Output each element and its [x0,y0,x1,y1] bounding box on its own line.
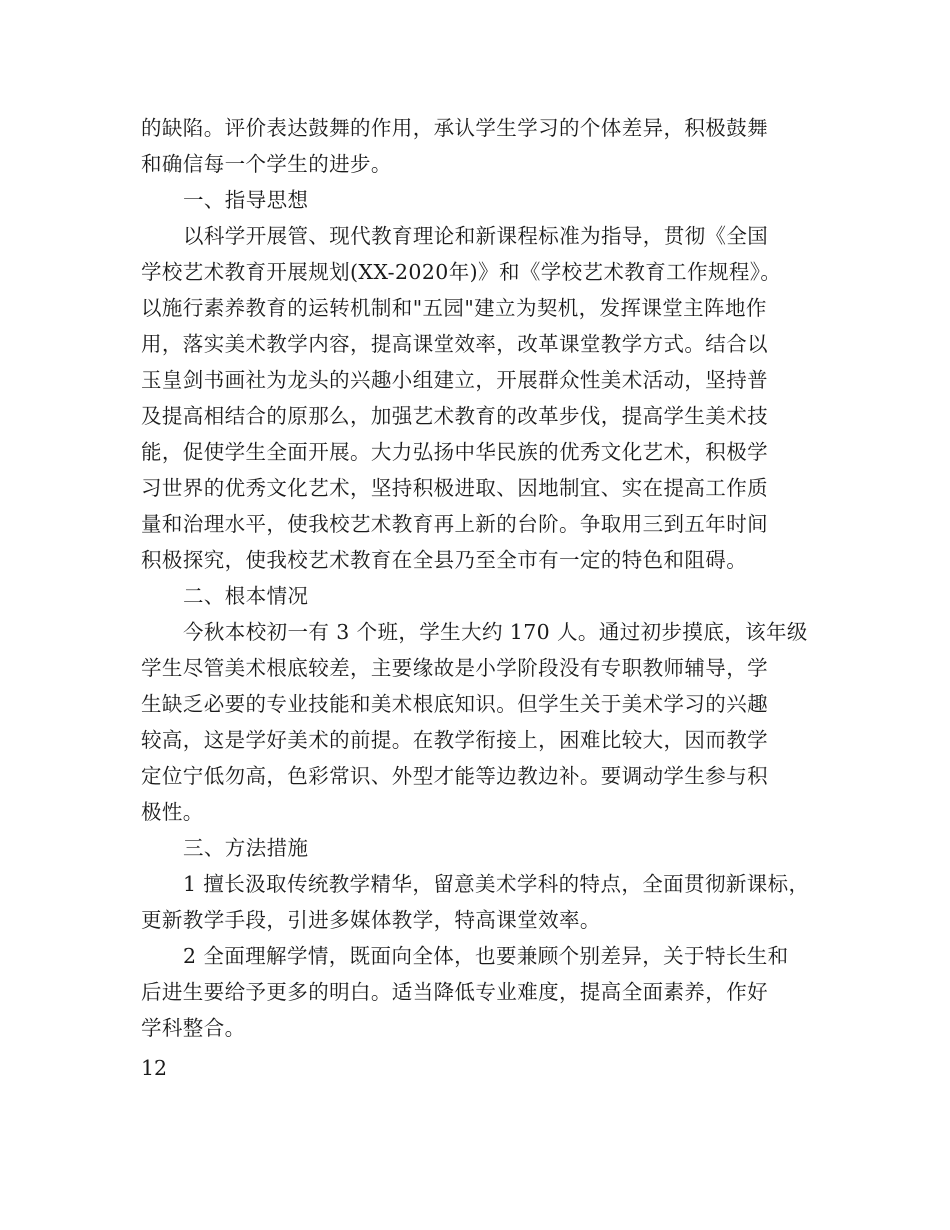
text-line: 学校艺术教育开展规划(XX-2020年)》和《学校艺术教育工作规程》。 [141,260,782,284]
text-line: 积极探究，使我校艺术教育在全县乃至全市有一定的特色和阻碍。 [141,548,748,572]
text-line: 后进生要给予更多的明白。适当降低专业难度，提高全面素养，作好 [141,980,768,1004]
section-heading: 二、根本情况 [183,584,309,608]
text-line: 的缺陷。评价表达鼓舞的作用，承认学生学习的个体差异，积极鼓舞 [141,116,768,140]
text-line: 生缺乏必要的专业技能和美术根底知识。但学生关于美术学习的兴趣 [141,692,768,716]
text-line: 更新教学手段，引进多媒体教学，特高课堂效率。 [141,908,601,932]
text-line: 习世界的优秀文化艺术，坚持积极进取、因地制宜、实在提高工作质 [141,476,768,500]
text-line: 极性。 [141,800,204,824]
text-line: 以施行素养教育的运转机制和"五园"建立为契机，发挥课堂主阵地作 [141,296,767,320]
paragraph-start: 2 全面理解学情，既面向全体，也要兼顾个别差异，关于特长生和 [183,944,789,968]
section-heading: 三、方法措施 [183,836,309,860]
section-heading: 一、指导思想 [183,188,309,212]
text-line: 能，促使学生全面开展。大力弘扬中华民族的优秀文化艺术，积极学 [141,440,768,464]
document-body [141,110,831,1046]
text-line: 用，落实美术教学内容，提高课堂效率，改革课堂教学方式。结合以 [141,332,768,356]
text-line: 定位宁低勿高，色彩常识、外型才能等边教边补。要调动学生参与积 [141,764,768,788]
text-line: 玉皇剑书画社为龙头的兴趣小组建立，开展群众性美术活动，坚持普 [141,368,768,392]
text-line: 学科整合。 [141,1016,246,1040]
text-line: 学生尽管美术根底较差，主要缘故是小学阶段没有专职教师辅导，学 [141,656,768,680]
text-line: 和确信每一个学生的进步。 [141,152,392,176]
paragraph-start: 今秋本校初一有 3 个班，学生大约 170 人。通过初步摸底，该年级 [183,620,808,644]
paragraph-start: 1 擅长汲取传统教学精华，留意美术学科的特点，全面贯彻新课标， [183,872,810,896]
text-line: 及提高相结合的原那么，加强艺术教育的改革步伐，提高学生美术技 [141,404,768,428]
paragraph-start: 以科学开展管、现代教育理论和新课程标准为指导，贯彻《全国 [183,224,769,248]
page-number: 12 [141,1056,168,1080]
text-line: 量和治理水平，使我校艺术教育再上新的台阶。争取用三到五年时间 [141,512,768,536]
text-line: 较高，这是学好美术的前提。在教学衔接上，困难比较大，因而教学 [141,728,768,752]
